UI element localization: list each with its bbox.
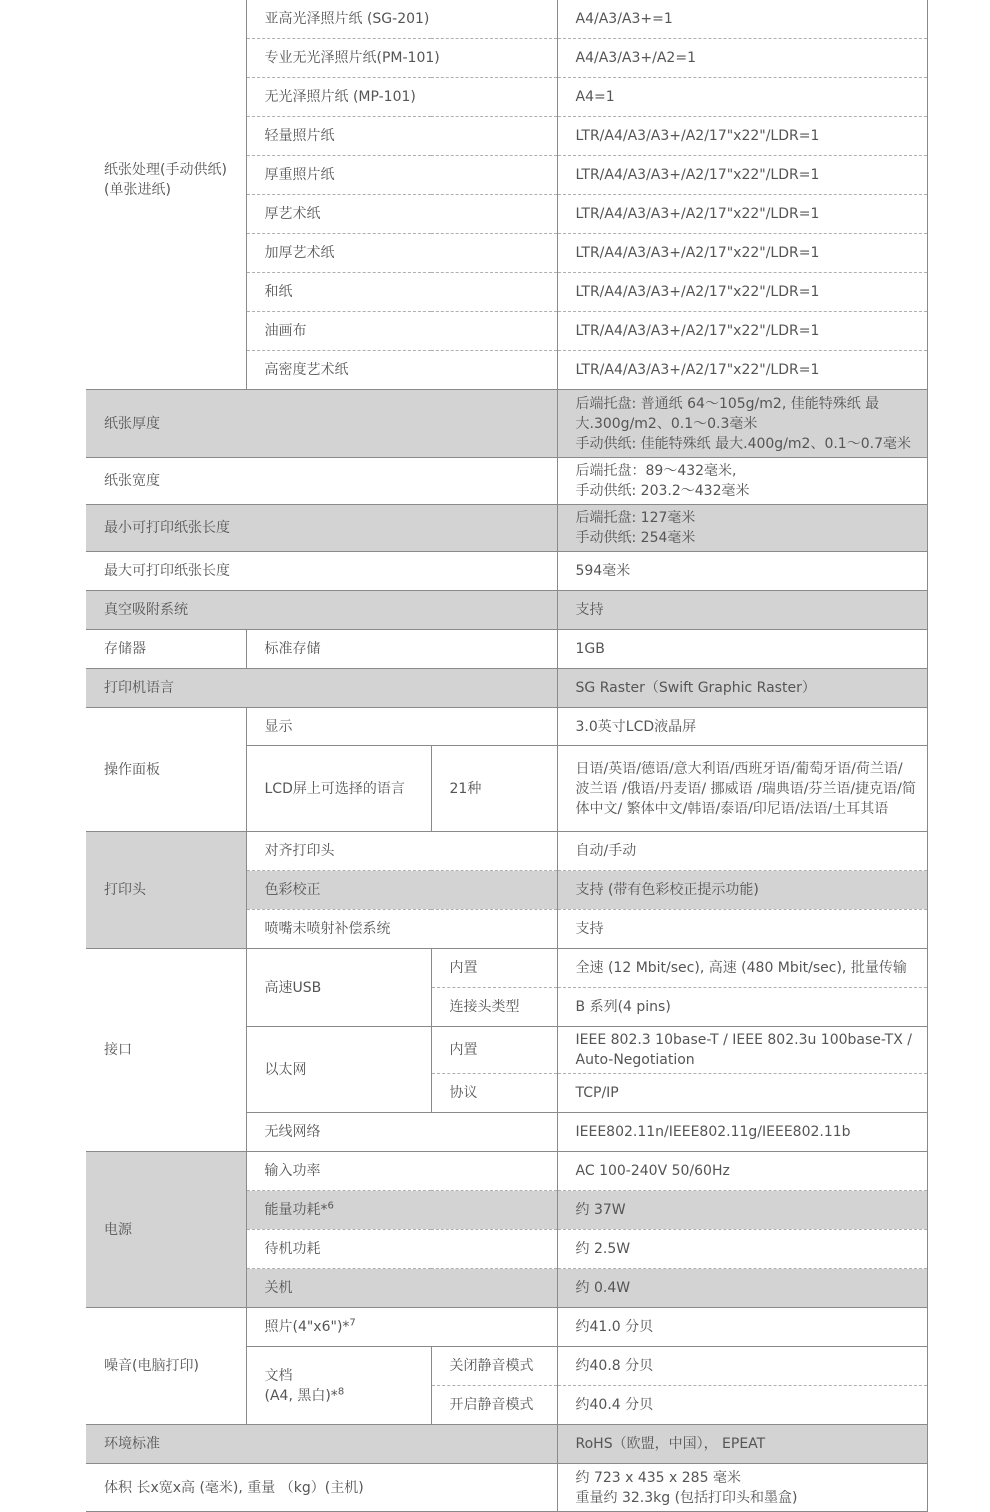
ethernet-builtin-value: IEEE 802.3 10base-T / IEEE 802.3u 100base-TX / Auto-Negotiation [557, 1027, 927, 1074]
wireless-value: IEEE802.11n/IEEE802.11g/IEEE802.11b [557, 1113, 927, 1152]
interface-label: 接口 [86, 949, 246, 1152]
spec-row [86, 552, 927, 591]
footnote-8: 8 [337, 1385, 345, 1397]
paper-type-value: LTR/A4/A3/A3+/A2/17"x22"/LDR=1 [557, 351, 927, 390]
spec-table [86, 0, 928, 1512]
paper-thickness-value: 后端托盘: 普通纸 64～105g/m2, 佳能特殊纸 最大.300g/m2、0.1～0.3毫米 手动供纸: 佳能特殊纸 最大.400g/m2、0.1～0.7毫米 [557, 390, 927, 458]
spec-row [86, 390, 927, 458]
quiet-off-value: 约40.8 分贝 [557, 1347, 927, 1386]
footnote-6: 6 [327, 1200, 334, 1212]
spec-row [86, 708, 927, 746]
noise-photo-label: 照片(4"x6")* [264, 1319, 350, 1335]
paper-type-label: 油画布 [246, 312, 557, 351]
storage-sub-label: 标准存储 [246, 630, 557, 669]
usb-connector-value: B 系列(4 pins) [557, 988, 927, 1027]
paper-type-value: LTR/A4/A3/A3+/A2/17"x22"/LDR=1 [557, 156, 927, 195]
power-consumption-label: 能量功耗* [264, 1202, 328, 1218]
panel-language-value: 日语/英语/德语/意大利语/西班牙语/葡萄牙语/荷兰语/ 波兰语 /俄语/丹麦语/ 挪威语 /瑞典语/芬兰语/捷克语/简体中文/ 繁体中文/韩语/泰语/印尼语/法语/土耳其语 [557, 746, 927, 832]
paper-type-value: A4=1 [557, 78, 927, 117]
power-consumption-cell [246, 1191, 557, 1230]
spec-row [86, 1425, 927, 1464]
spec-row [86, 591, 927, 630]
paper-type-label: 亚高光泽照片纸 (SG-201) [246, 0, 557, 39]
storage-label: 存储器 [86, 630, 246, 669]
paper-type-label: 厚重照片纸 [246, 156, 557, 195]
ethernet-builtin-label: 内置 [431, 1027, 557, 1074]
paper-width-value: 后端托盘：89～432毫米, 手动供纸: 203.2～432毫米 [557, 458, 927, 505]
printer-language-label: 打印机语言 [86, 669, 557, 708]
paper-manual-category: 纸张处理(手动供纸) (单张进纸) [86, 0, 246, 390]
printhead-row-value: 支持 [557, 910, 927, 949]
quiet-on-value: 约40.4 分贝 [557, 1386, 927, 1425]
paper-type-value: A4/A3/A3+/A2=1 [557, 39, 927, 78]
paper-type-value: LTR/A4/A3/A3+/A2/17"x22"/LDR=1 [557, 312, 927, 351]
ethernet-protocol-value: TCP/IP [557, 1074, 927, 1113]
max-length-label: 最大可打印纸张长度 [86, 552, 557, 591]
paper-type-value: LTR/A4/A3/A3+/A2/17"x22"/LDR=1 [557, 117, 927, 156]
power-off-label: 关机 [246, 1269, 557, 1308]
usb-builtin-label: 内置 [431, 949, 557, 988]
environment-label: 环境标准 [86, 1425, 557, 1464]
printhead-row-label: 对齐打印头 [246, 832, 557, 871]
ethernet-protocol-label: 协议 [431, 1074, 557, 1113]
vacuum-value: 支持 [557, 591, 927, 630]
paper-thickness-label: 纸张厚度 [86, 390, 557, 458]
power-consumption-value: 约 37W [557, 1191, 927, 1230]
paper-type-label: 专业无光泽照片纸(PM-101) [246, 39, 557, 78]
noise-photo-cell [246, 1308, 557, 1347]
footnote-7: 7 [349, 1317, 356, 1329]
spec-row [86, 505, 927, 552]
printhead-row-label: 色彩校正 [246, 871, 557, 910]
power-standby-value: 约 2.5W [557, 1230, 927, 1269]
power-standby-label: 待机功耗 [246, 1230, 557, 1269]
noise-photo-value: 约41.0 分贝 [557, 1308, 927, 1347]
min-length-value: 后端托盘: 127毫米 手动供纸: 254毫米 [557, 505, 927, 552]
usb-connector-label: 连接头类型 [431, 988, 557, 1027]
quiet-on-label: 开启静音模式 [431, 1386, 557, 1425]
panel-language-label: LCD屏上可选择的语言 [246, 746, 431, 832]
panel-label: 操作面板 [86, 708, 246, 832]
spec-row [86, 1152, 927, 1191]
environment-value: RoHS（欧盟，中国）， EPEAT [557, 1425, 927, 1464]
dimensions-value: 约 723 x 435 x 285 毫米 重量约 32.3kg (包括打印头和墨盒) [557, 1464, 927, 1512]
paper-type-value: A4/A3/A3+=1 [557, 0, 927, 39]
usb-builtin-value: 全速 (12 Mbit/sec), 高速 (480 Mbit/sec), 批量传输 [557, 949, 927, 988]
panel-language-count: 21种 [431, 746, 557, 832]
paper-type-label: 厚艺术纸 [246, 195, 557, 234]
usb-label: 高速USB [246, 949, 431, 1027]
paper-type-label: 轻量照片纸 [246, 117, 557, 156]
spec-row [86, 0, 927, 39]
paper-width-label: 纸张宽度 [86, 458, 557, 505]
paper-type-label: 无光泽照片纸 (MP-101) [246, 78, 557, 117]
dimensions-label: 体积 长x宽x高 (毫米), 重量 （kg）(主机) [86, 1464, 557, 1512]
min-length-label: 最小可打印纸张长度 [86, 505, 557, 552]
spec-row [86, 669, 927, 708]
printhead-row-label: 喷嘴未喷射补偿系统 [246, 910, 557, 949]
spec-row [86, 630, 927, 669]
printhead-row-value: 支持 (带有色彩校正提示功能) [557, 871, 927, 910]
spec-row [86, 1464, 927, 1512]
paper-type-value: LTR/A4/A3/A3+/A2/17"x22"/LDR=1 [557, 195, 927, 234]
panel-display-value: 3.0英寸LCD液晶屏 [557, 708, 927, 746]
paper-type-value: LTR/A4/A3/A3+/A2/17"x22"/LDR=1 [557, 273, 927, 312]
paper-type-label: 和纸 [246, 273, 557, 312]
wireless-label: 无线网络 [246, 1113, 557, 1152]
printhead-label: 打印头 [86, 832, 246, 949]
spec-row [86, 458, 927, 505]
power-input-label: 输入功率 [246, 1152, 557, 1191]
ethernet-label: 以太网 [246, 1027, 431, 1113]
noise-doc-label: 文档 (A4, 黑白)* [264, 1367, 338, 1404]
vacuum-label: 真空吸附系统 [86, 591, 557, 630]
spec-row [86, 949, 927, 988]
paper-type-label: 加厚艺术纸 [246, 234, 557, 273]
spec-row [86, 1308, 927, 1347]
printhead-row-value: 自动/手动 [557, 832, 927, 871]
noise-doc-cell [246, 1347, 431, 1425]
noise-label: 噪音(电脑打印) [86, 1308, 246, 1425]
power-off-value: 约 0.4W [557, 1269, 927, 1308]
paper-type-value: LTR/A4/A3/A3+/A2/17"x22"/LDR=1 [557, 234, 927, 273]
max-length-value: 594毫米 [557, 552, 927, 591]
storage-value: 1GB [557, 630, 927, 669]
power-label: 电源 [86, 1152, 246, 1308]
spec-row [86, 832, 927, 871]
power-input-value: AC 100-240V 50/60Hz [557, 1152, 927, 1191]
panel-display-label: 显示 [246, 708, 557, 746]
printer-language-value: SG Raster（Swift Graphic Raster） [557, 669, 927, 708]
quiet-off-label: 关闭静音模式 [431, 1347, 557, 1386]
paper-type-label: 高密度艺术纸 [246, 351, 557, 390]
